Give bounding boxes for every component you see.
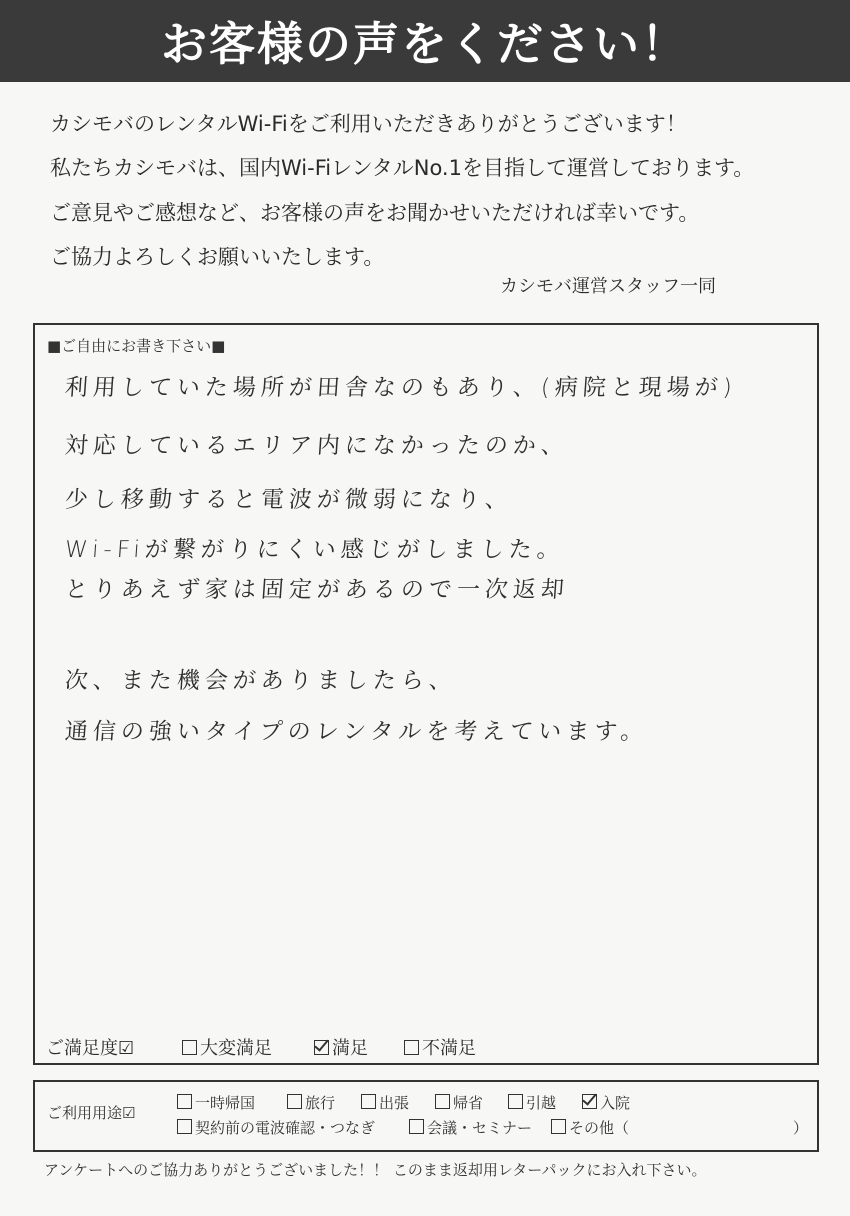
usage-label: ご利用用途☑ [47,1104,136,1122]
usage-option-moving[interactable] [508,1092,556,1113]
usage-option-temporary-return[interactable] [177,1092,255,1113]
handwritten-line-2: 対応しているエリア内になかったのか、 [63,433,570,459]
intro-line-3: ご意見やご感想など、お客様の声をお聞かせいただければ幸いです。 [50,201,700,225]
intro-line-2: 私たちカシモバは、国内Wi-FiレンタルNo.1を目指して運営しております。 [50,156,755,180]
usage-option-label: その他（ [569,1119,630,1137]
handwritten-line-4: Wi-Fiが繋がりにくい感じがしました。 [63,537,566,563]
satisfaction-option-label: 満足 [332,1038,368,1059]
satisfaction-option-unsatisfied[interactable] [404,1034,476,1060]
satisfaction-option-very[interactable] [182,1034,272,1060]
usage-option-business-trip[interactable] [361,1092,409,1113]
usage-option-travel[interactable] [287,1092,335,1113]
usage-option-other[interactable] [551,1117,629,1138]
handwritten-line-1: 利用していた場所が田舎なのもあり、(病院と現場が) [63,375,738,401]
handwritten-line-7: 通信の強いタイプのレンタルを考えています。 [63,719,650,745]
checkbox-icon[interactable] [177,1119,192,1134]
checkbox-icon[interactable] [409,1119,424,1134]
checkbox-icon[interactable] [435,1094,450,1109]
satisfaction-option-label: 不満足 [422,1038,476,1059]
usage-option-label: 出張 [379,1094,410,1112]
handwritten-line-5: とりあえず家は固定があるので一次返却 [63,577,570,603]
checkbox-icon[interactable] [404,1040,419,1055]
checkbox-icon[interactable] [551,1119,566,1134]
usage-option-label: 会議・セミナー [427,1119,533,1137]
checked-checkbox-icon[interactable] [582,1094,597,1109]
usage-option-hospitalization[interactable] [582,1092,630,1113]
checkbox-icon[interactable] [177,1094,192,1109]
intro-line-1: カシモバのレンタルWi-Fiをご利用いただきありがとうございます！ [50,112,687,136]
checkbox-icon[interactable] [287,1094,302,1109]
satisfaction-option-label: 大変満足 [200,1038,272,1059]
checkbox-icon[interactable] [182,1040,197,1055]
satisfaction-label: ご満足度☑ [46,1038,135,1059]
usage-box [33,1080,819,1152]
usage-option-label: 帰省 [453,1094,484,1112]
usage-option-label: 入院 [600,1094,631,1112]
usage-option-label: 引越 [526,1094,557,1112]
usage-option-homecoming[interactable] [435,1092,483,1113]
handwritten-line-3: 少し移動すると電波が微弱になり、 [63,487,514,513]
intro-line-4: ご協力よろしくお願いいたします。 [50,245,385,269]
usage-option-signal-check[interactable] [177,1117,375,1138]
checked-checkbox-icon[interactable] [314,1040,329,1055]
usage-other-close-paren: ） [793,1119,809,1137]
comment-box-label: ■ご自由にお書き下さい■ [47,337,226,355]
checkbox-icon[interactable] [361,1094,376,1109]
satisfaction-option-satisfied[interactable] [314,1034,368,1060]
usage-option-label: 一時帰国 [195,1094,256,1112]
title-banner [0,0,850,82]
usage-option-meeting[interactable] [409,1117,532,1138]
footer-message: アンケートへのご協力ありがとうございました！！ このまま返却用レターパックにお入れ下さい。 [44,1161,707,1179]
usage-option-label: 旅行 [305,1094,336,1112]
checkbox-icon[interactable] [508,1094,523,1109]
comment-box[interactable] [33,323,819,1065]
usage-option-label: 契約前の電波確認・つなぎ [195,1119,376,1137]
staff-signature: カシモバ運営スタッフ一同 [500,276,716,297]
page-title: お客様の声をください！ [161,17,689,71]
handwritten-line-6: 次、また機会がありましたら、 [63,668,458,694]
